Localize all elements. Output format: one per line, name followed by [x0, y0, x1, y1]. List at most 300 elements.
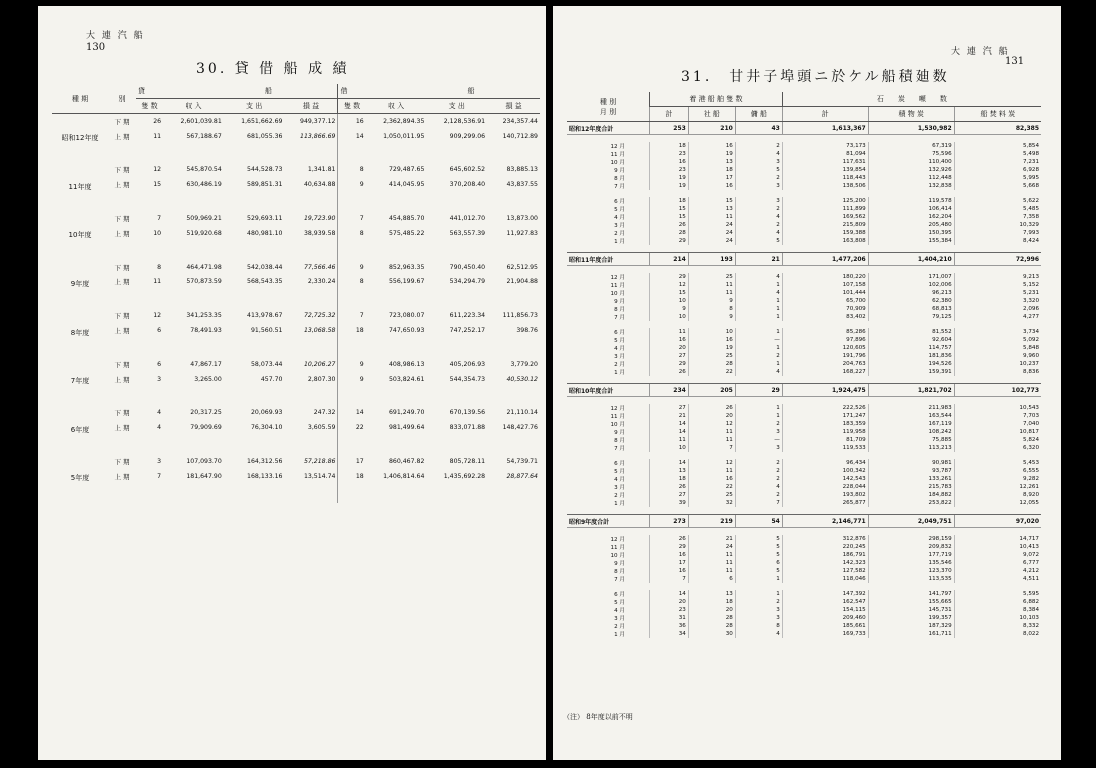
month-value: 17: [650, 559, 689, 567]
block-total-row: [567, 515, 1041, 528]
cell-value: 8: [157, 263, 162, 271]
month-row: [567, 221, 1041, 229]
table-row-upper-half: [52, 372, 540, 406]
month-value: 150,395: [868, 229, 954, 237]
month-value: 3,734: [954, 328, 1041, 336]
month-row: [567, 313, 1041, 321]
month-value: 16: [650, 158, 689, 166]
total-value: 72,996: [954, 253, 1041, 266]
cell-value: 8: [338, 275, 366, 309]
month-value: 19: [688, 344, 735, 352]
month-value: 30: [688, 630, 735, 638]
total-value: 43: [735, 122, 782, 135]
month-value: 4,277: [954, 313, 1041, 321]
month-value: 8,836: [954, 368, 1041, 376]
month-row: [567, 336, 1041, 344]
month-value: 159,388: [782, 229, 868, 237]
month-value: 101,444: [782, 289, 868, 297]
month-value: 205,480: [868, 221, 954, 229]
half-label: 下 期: [114, 263, 130, 272]
month-label: 1 月: [614, 501, 625, 507]
month-value: 20: [650, 344, 689, 352]
cell-value: 413,978.67: [247, 312, 283, 320]
cell-value: 805,728.11: [449, 458, 486, 466]
month-value: 13: [688, 590, 735, 598]
total-value: 82,385: [954, 122, 1041, 135]
month-value: 162,204: [868, 213, 954, 221]
cell-value: 40,634.88: [303, 181, 336, 189]
cell-value: 21,110.14: [506, 409, 538, 417]
month-value: 75,885: [868, 436, 954, 444]
month-value: 4: [735, 150, 782, 158]
month-value: 26: [688, 404, 735, 412]
month-value: 7,703: [954, 412, 1041, 420]
month-value: 25: [688, 273, 735, 281]
month-row: [567, 475, 1041, 483]
month-value: 90,981: [868, 459, 954, 467]
cell-value: 20,069.93: [250, 409, 283, 417]
month-label: 1 月: [614, 239, 625, 245]
month-value: 79,125: [868, 313, 954, 321]
half-label: 下 期: [114, 409, 130, 418]
total-value: 253: [650, 122, 689, 135]
month-label: 8 月: [614, 569, 625, 575]
month-value: 215,783: [868, 483, 954, 491]
cell-value: 47,867.17: [190, 360, 222, 368]
table-row-upper-half: [52, 420, 540, 454]
month-row: [567, 575, 1041, 583]
month-value: 222,526: [782, 404, 868, 412]
month-value: 141,797: [868, 590, 954, 598]
month-row: [567, 237, 1041, 245]
month-value: 5,848: [954, 344, 1041, 352]
month-value: 83,402: [782, 313, 868, 321]
month-value: 1: [735, 360, 782, 368]
month-value: 75,596: [868, 150, 954, 158]
month-value: 119,578: [868, 197, 954, 205]
month-value: 81,552: [868, 328, 954, 336]
month-label: 6 月: [614, 592, 625, 598]
cell-value: 13,873.00: [506, 215, 538, 223]
cell-value: 18: [338, 323, 366, 357]
month-value: 5: [735, 551, 782, 559]
table-row-lower-half: [52, 357, 540, 372]
month-value: 18: [650, 475, 689, 483]
month-label: 7 月: [614, 315, 625, 321]
month-value: 96,434: [782, 459, 868, 467]
month-row: [567, 352, 1041, 360]
month-label: 12 月: [610, 144, 625, 150]
cell-value: 545,870.54: [186, 166, 222, 174]
half-label: 下 期: [114, 312, 130, 321]
month-row: [567, 598, 1041, 606]
group-borrow-label: 借: [340, 87, 348, 95]
total-value: 102,773: [954, 384, 1041, 397]
spacer-cell: [567, 638, 650, 645]
month-value: 65,700: [782, 297, 868, 305]
cell-value: 234,357.44: [502, 117, 538, 125]
month-value: 191,796: [782, 352, 868, 360]
month-value: 14: [650, 590, 689, 598]
month-value: 10,103: [954, 614, 1041, 622]
month-value: 215,809: [782, 221, 868, 229]
half-label: 下 期: [114, 215, 130, 224]
half-label: 上 期: [114, 424, 130, 433]
block-total-row: [567, 122, 1041, 135]
month-value: 28: [688, 360, 735, 368]
month-row: [567, 213, 1041, 221]
cell-value: 589,851.31: [247, 181, 283, 189]
month-value: 265,877: [782, 499, 868, 507]
cell-value: 9: [338, 177, 366, 211]
month-value: 184,882: [868, 491, 954, 499]
month-value: 1: [735, 590, 782, 598]
month-value: 142,543: [782, 475, 868, 483]
cell-value: 464,471.98: [186, 263, 222, 271]
month-value: 14: [650, 420, 689, 428]
month-value: 5: [735, 567, 782, 575]
month-value: 20: [688, 606, 735, 614]
month-value: 16: [650, 551, 689, 559]
month-value: 5: [735, 543, 782, 551]
half-label: 上 期: [114, 327, 130, 336]
spacer-cell: [567, 397, 650, 405]
cell-value: 729,487.65: [388, 166, 425, 174]
month-value: 132,838: [868, 182, 954, 190]
cell-value: 19,723.90: [303, 215, 336, 223]
month-value: 5,668: [954, 182, 1041, 190]
month-value: 154,115: [782, 606, 868, 614]
month-label: 4 月: [614, 215, 625, 221]
month-value: 1: [735, 281, 782, 289]
block-total-label: 昭和12年度合計: [567, 122, 650, 135]
cell-value: 981,499.64: [388, 424, 425, 432]
month-label: 4 月: [614, 608, 625, 614]
month-value: 12: [650, 281, 689, 289]
month-value: 23: [650, 150, 689, 158]
month-value: 21: [650, 412, 689, 420]
month-value: 2: [735, 352, 782, 360]
cell-value: 454,885.70: [388, 215, 425, 223]
month-row: [567, 590, 1041, 598]
left-page: [38, 6, 546, 760]
month-label: 11 月: [610, 545, 625, 551]
month-value: 114,757: [868, 344, 954, 352]
cell-value: 370,208.40: [449, 181, 486, 189]
month-label: 11 月: [610, 283, 625, 289]
cell-value: 2,330.24: [307, 278, 336, 286]
month-value: 138,506: [782, 182, 868, 190]
table-row-lower-half: [52, 406, 540, 421]
cell-value: 247.32: [313, 409, 336, 417]
spacer-cell: [567, 452, 650, 459]
month-row: [567, 436, 1041, 444]
month-value: 5,453: [954, 459, 1041, 467]
month-value: 11: [688, 551, 735, 559]
total-value: 2,146,771: [782, 515, 868, 528]
spacer-cell: [567, 135, 650, 143]
cell-value: 611,223.34: [449, 312, 486, 320]
month-value: 20: [688, 412, 735, 420]
month-label: 10 月: [610, 553, 625, 559]
cell-value: 544,354.73: [449, 375, 486, 383]
total-value: 1,530,982: [868, 122, 954, 135]
month-value: 4: [735, 213, 782, 221]
month-value: 14: [650, 459, 689, 467]
table-row-lower-half: [52, 308, 540, 323]
month-value: 5,622: [954, 197, 1041, 205]
cell-value: 91,560.51: [250, 327, 283, 335]
month-value: 3: [735, 614, 782, 622]
month-value: 298,159: [868, 535, 954, 543]
month-value: 2: [735, 467, 782, 475]
cell-value: 28,877.64: [506, 472, 538, 480]
month-row: [567, 328, 1041, 336]
cell-value: 568,543.35: [247, 278, 283, 286]
month-value: 5: [735, 535, 782, 543]
block-total-label: 昭和9年度合計: [567, 515, 650, 528]
month-value: 4: [735, 368, 782, 376]
month-row: [567, 614, 1041, 622]
cell-value: 14: [338, 406, 366, 421]
month-value: 4: [735, 483, 782, 491]
total-value: 210: [688, 122, 735, 135]
month-value: 119,533: [782, 444, 868, 452]
month-value: 27: [650, 404, 689, 412]
month-label: 3 月: [614, 485, 625, 491]
month-value: 19: [650, 174, 689, 182]
month-value: 11: [688, 467, 735, 475]
group-borrow-tail: 船: [467, 87, 475, 95]
cell-value: 14: [338, 129, 366, 163]
month-label: 9 月: [614, 561, 625, 567]
month-value: 2: [735, 205, 782, 213]
month-row: [567, 166, 1041, 174]
month-value: 27: [650, 352, 689, 360]
total-value: 214: [650, 253, 689, 266]
cell-value: 441,012.70: [449, 215, 486, 223]
month-value: 11: [688, 567, 735, 575]
month-value: 139,854: [782, 166, 868, 174]
month-row: [567, 229, 1041, 237]
spacer-row: [567, 266, 1041, 274]
cell-value: 509,969.21: [186, 215, 222, 223]
table-footnote: [563, 712, 633, 722]
group-coal-label: 石 炭 噸 数: [782, 92, 1041, 107]
table-row-lower-half: [52, 114, 540, 129]
cell-value: 542,038.44: [247, 263, 283, 271]
month-value: 70,909: [782, 305, 868, 313]
total-value: 1,477,206: [782, 253, 868, 266]
month-value: 29: [650, 237, 689, 245]
month-value: 194,526: [868, 360, 954, 368]
month-value: 123,370: [868, 567, 954, 575]
month-value: 7,231: [954, 158, 1041, 166]
month-label: 9 月: [614, 168, 625, 174]
cell-value: 11: [153, 132, 162, 140]
month-value: 9,960: [954, 352, 1041, 360]
spacer-row: [567, 583, 1041, 590]
month-value: 6,320: [954, 444, 1041, 452]
month-value: 119,958: [782, 428, 868, 436]
month-value: 199,357: [868, 614, 954, 622]
month-value: 28: [688, 622, 735, 630]
month-row: [567, 197, 1041, 205]
month-value: 25: [688, 491, 735, 499]
cell-value: 11,927.83: [506, 229, 538, 237]
month-value: 8: [688, 305, 735, 313]
right-page-number: 131: [1005, 56, 1025, 67]
month-value: 167,119: [868, 420, 954, 428]
month-value: 4: [735, 229, 782, 237]
month-label: 4 月: [614, 477, 625, 483]
cell-value: 113,866.69: [300, 132, 336, 140]
cell-value: 13,514.74: [303, 472, 336, 480]
table-row-upper-half: [52, 226, 540, 260]
cell-value: 681,055.36: [247, 132, 283, 140]
col-header-4: 隻 数: [338, 99, 366, 114]
cell-value: 2,128,536.91: [443, 117, 486, 125]
month-value: 16: [688, 182, 735, 190]
cell-value: 72,725.32: [303, 312, 336, 320]
cell-value: 519,920.68: [186, 229, 222, 237]
month-value: 169,733: [782, 630, 868, 638]
month-value: 24: [688, 543, 735, 551]
col-period-label: 期: [81, 94, 89, 103]
month-value: 29: [650, 543, 689, 551]
month-row: [567, 622, 1041, 630]
col-header-7: 損 益: [487, 99, 540, 114]
month-value: 3: [735, 428, 782, 436]
month-value: 132,926: [868, 166, 954, 174]
cell-value: 909,299.06: [449, 132, 486, 140]
half-label: 下 期: [114, 166, 130, 175]
month-value: 31: [650, 614, 689, 622]
table-row-lower-half: [52, 163, 540, 178]
month-value: 5,231: [954, 289, 1041, 297]
month-value: 6,555: [954, 467, 1041, 475]
month-value: 4: [735, 289, 782, 297]
month-value: 3: [735, 606, 782, 614]
month-row: [567, 630, 1041, 638]
month-label: 7 月: [614, 184, 625, 190]
month-label: 2 月: [614, 624, 625, 630]
cell-value: 62,512.95: [506, 263, 538, 271]
year-label: 昭和12年度: [61, 134, 99, 143]
month-value: 18: [650, 197, 689, 205]
month-value: 2: [735, 221, 782, 229]
month-value: 4,511: [954, 575, 1041, 583]
month-row: [567, 281, 1041, 289]
month-value: 24: [688, 221, 735, 229]
month-value: 22: [688, 368, 735, 376]
cell-value: 398.76: [516, 327, 538, 335]
month-value: 2: [735, 491, 782, 499]
half-label: 上 期: [114, 278, 130, 287]
month-value: 4: [735, 273, 782, 281]
month-value: 180,220: [782, 273, 868, 281]
cell-value: 7: [338, 308, 366, 323]
month-label: 10 月: [610, 291, 625, 297]
month-value: 107,158: [782, 281, 868, 289]
month-value: 16: [688, 475, 735, 483]
spacer-row: [567, 245, 1041, 253]
cell-value: 544,528.73: [247, 166, 283, 174]
total-value: 29: [735, 384, 782, 397]
month-value: 2: [735, 475, 782, 483]
month-value: 16: [688, 336, 735, 344]
month-value: 6,928: [954, 166, 1041, 174]
month-value: 21: [688, 535, 735, 543]
cell-value: 83,885.13: [506, 166, 538, 174]
month-label: 3 月: [614, 616, 625, 622]
spacer-row: [567, 397, 1041, 405]
month-label: 2 月: [614, 362, 625, 368]
cell-value: 1,406,814.64: [383, 472, 425, 480]
month-value: 185,661: [782, 622, 868, 630]
cell-value: 20,317.25: [190, 409, 222, 417]
month-label: 3 月: [614, 354, 625, 360]
table-row-lower-half: [52, 260, 540, 275]
month-value: 171,007: [868, 273, 954, 281]
month-value: 6,882: [954, 598, 1041, 606]
month-value: 6: [735, 559, 782, 567]
month-value: 228,044: [782, 483, 868, 491]
cell-value: 21,904.88: [506, 278, 538, 286]
cell-value: 630,486.19: [186, 181, 222, 189]
month-value: 159,391: [868, 368, 954, 376]
month-value: 9: [688, 313, 735, 321]
month-value: 27: [650, 491, 689, 499]
month-value: 2: [735, 420, 782, 428]
month-value: 11: [688, 436, 735, 444]
cell-value: 949,377.12: [300, 117, 336, 125]
cell-value: 38,939.58: [303, 229, 336, 237]
month-value: 4,212: [954, 567, 1041, 575]
month-value: 2,096: [954, 305, 1041, 313]
month-value: 209,832: [868, 543, 954, 551]
month-row: [567, 459, 1041, 467]
month-value: 7,040: [954, 420, 1041, 428]
year-label: 10年度: [68, 231, 92, 240]
year-label: 8年度: [70, 328, 90, 337]
cell-value: 723,080.07: [388, 312, 425, 320]
right-page: [553, 6, 1061, 760]
month-label: 3 月: [614, 223, 625, 229]
cell-value: 9: [338, 372, 366, 406]
cell-value: 503,824.61: [388, 375, 425, 383]
total-value: 1,821,702: [868, 384, 954, 397]
month-value: 26: [650, 368, 689, 376]
right-running-header: 大 連 汽 船: [951, 47, 1010, 57]
month-value: 20: [650, 598, 689, 606]
col-header-right-5: 船 焚 料 炭: [954, 107, 1041, 122]
cell-value: 13,068.58: [303, 327, 336, 335]
col-header-right-1: 社 船: [688, 107, 735, 122]
month-value: 2: [735, 459, 782, 467]
month-value: 209,460: [782, 614, 868, 622]
month-value: 171,247: [782, 412, 868, 420]
cell-value: 6: [157, 327, 162, 335]
month-value: 113,535: [868, 575, 954, 583]
month-value: 111,899: [782, 205, 868, 213]
col-kind-label: 種: [71, 94, 79, 103]
month-value: 18: [688, 598, 735, 606]
month-row: [567, 467, 1041, 475]
month-row: [567, 412, 1041, 420]
col-header-5: 収 入: [366, 99, 427, 114]
month-value: 9,282: [954, 475, 1041, 483]
